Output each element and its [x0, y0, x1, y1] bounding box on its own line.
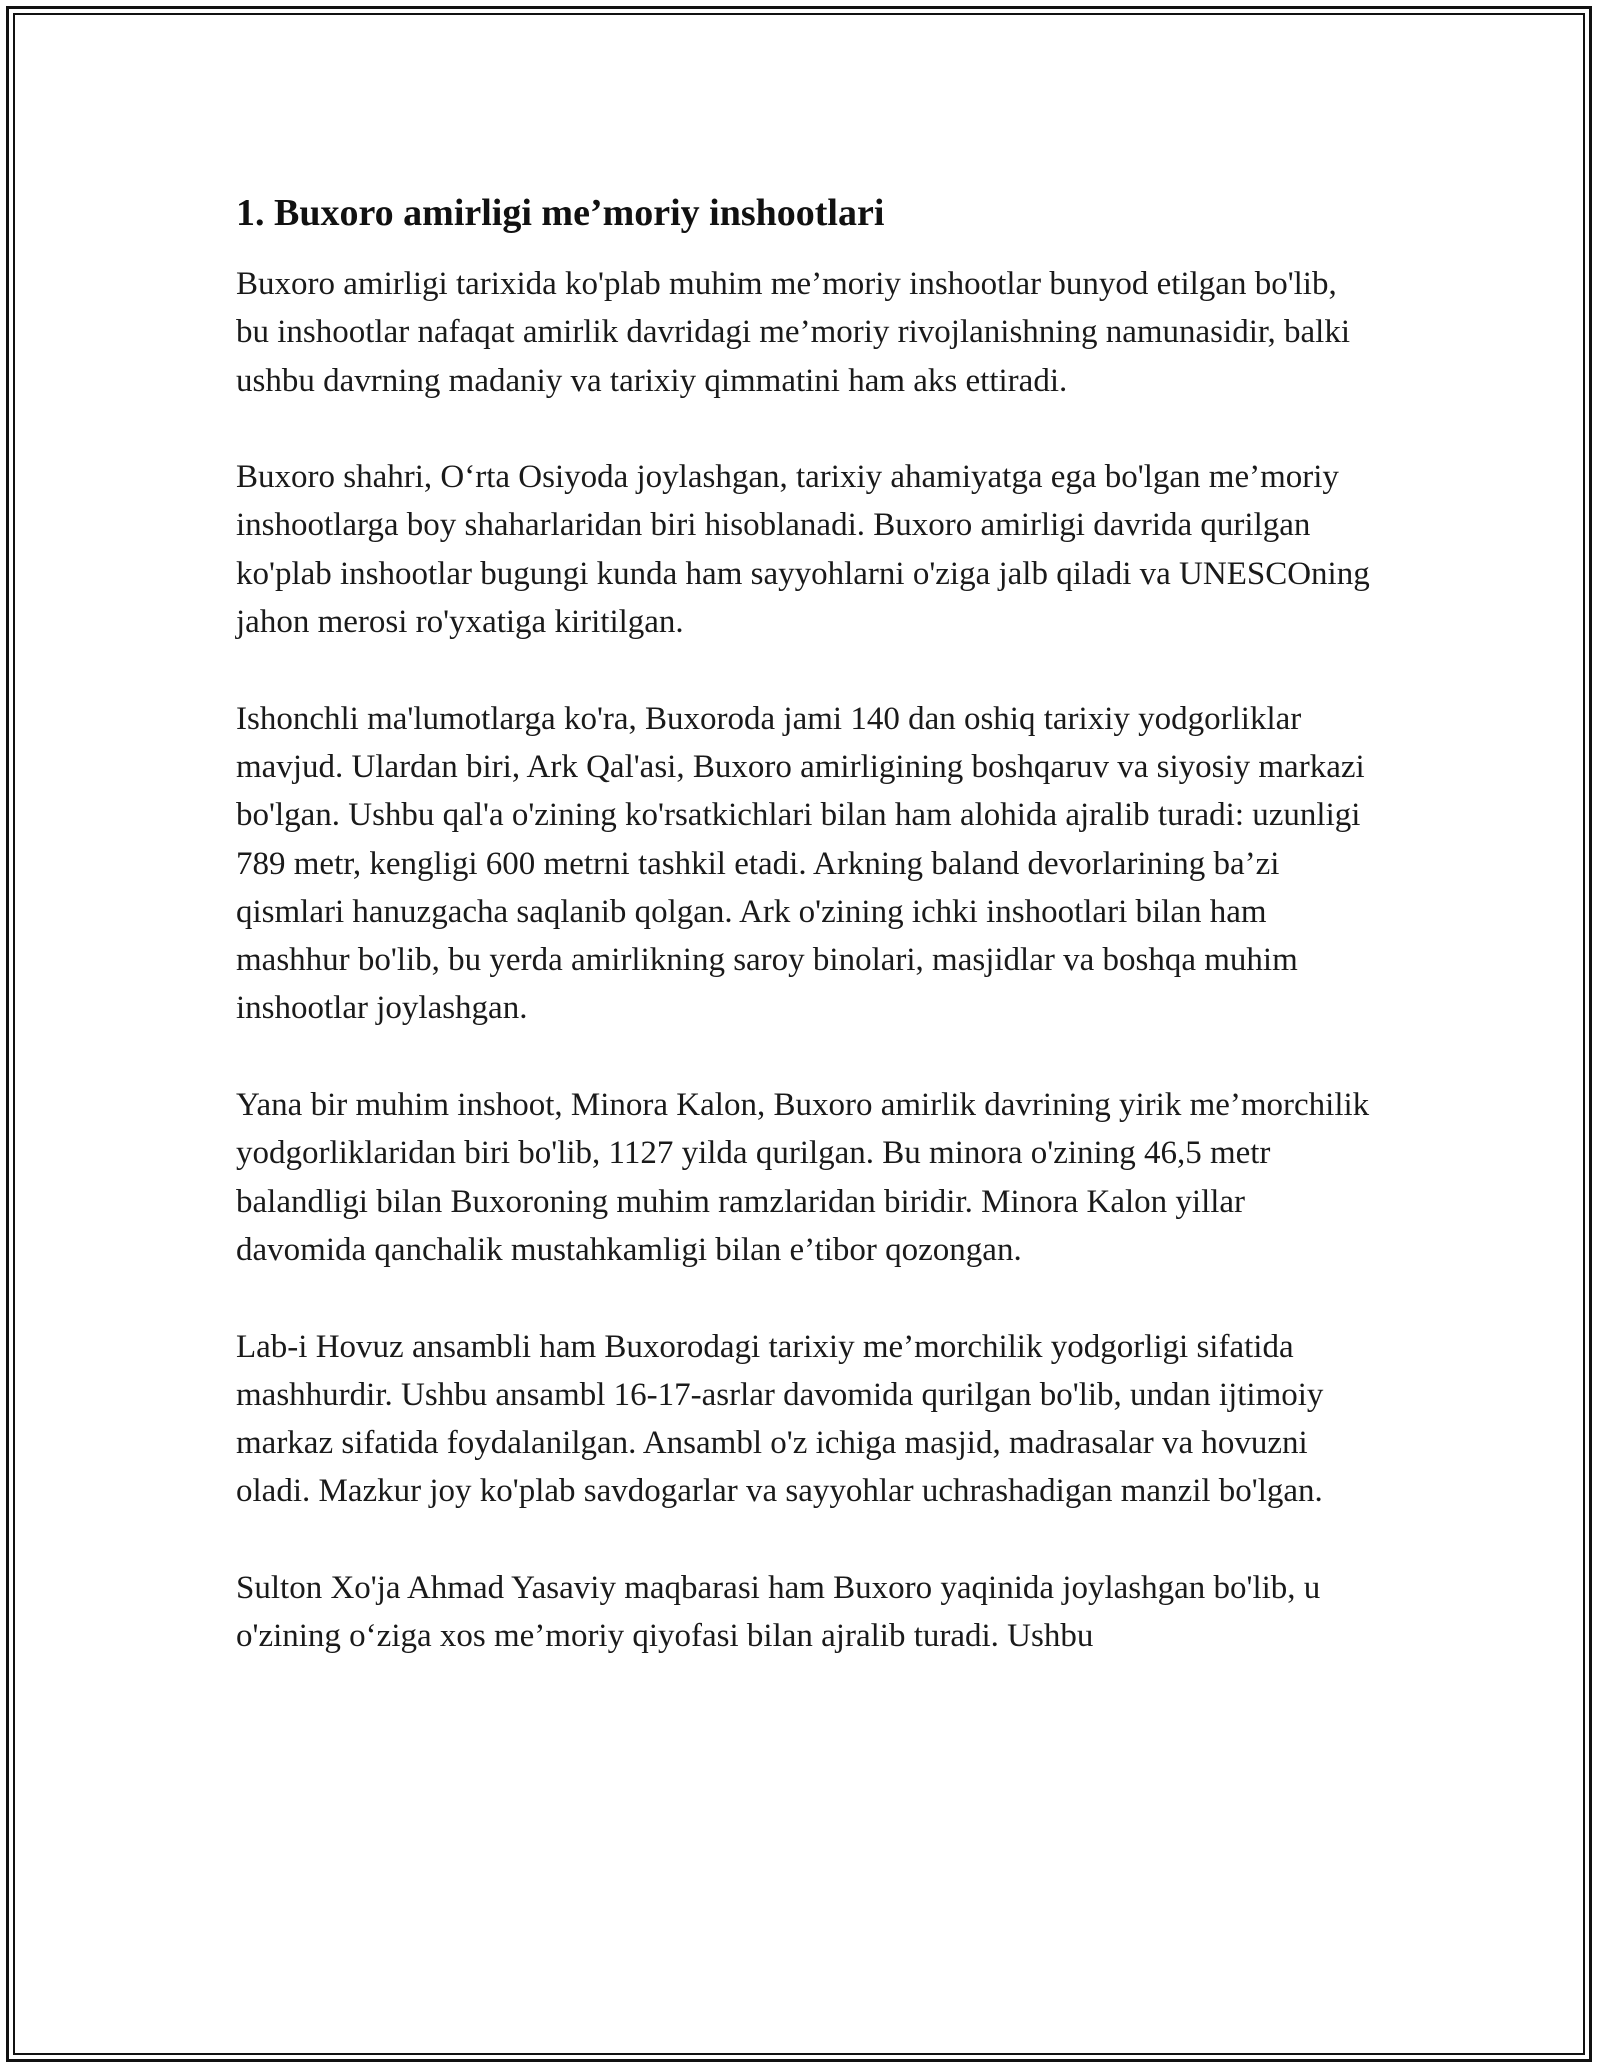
paragraph-intro: Buxoro amirligi tarixida ko'plab muhim me’moriy inshootlar bunyod etilgan bo'lib, bu inshootlar nafaqat amirlik davridagi me’moriy rivojlanishning namunasidir, balki ushbu davrning madaniy va tarixiy qimmatini ham aks ettiradi.	[236, 266, 1351, 399]
paragraph-lyabi-hauz: Lab-i Hovuz ansambli ham Buxorodagi tarixiy me’morchilik yodgorligi sifatida mashhurdir. Ushbu ansambl 16-17-asrlar davomida qurilgan bo'lib, undan ijtimoiy markaz sifatida foydalanilgan. Ansambl o'z ichiga masjid, madrasalar va hovuzni oladi. Mazkur joy ko'plab savdogarlar va sayyohlar uchrashadigan manzil bo'lgan.	[236, 1328, 1324, 1510]
document-body	[236, 186, 1376, 1709]
section-heading: 1. Buxoro amirligi me’moriy inshootlari	[236, 192, 885, 234]
paragraph-ark-fortress: Ishonchli ma'lumotlarga ko'ra, Buxoroda jami 140 dan oshiq tarixiy yodgorliklar mavjud. Ulardan biri, Ark Qal'asi, Buxoro amirligining boshqaruv va siyosiy markazi bo'lgan. Ushbu qal'a o'zining ko'rsatkichlari bilan ham alohida ajralib turadi: uzunligi 789 metr, kengligi 600 metrni tashkil etadi. Arkning baland devorlarining ba’zi qismlari hanuzgacha saqlanib qolgan. Ark o'zining ichki inshootlari bilan ham mashhur bo'lib, bu yerda amirlikning saroy binolari, masjidlar va boshqa muhim inshootlar joylashgan.	[236, 700, 1365, 1027]
paragraph-yasaviy-mausoleum: Sulton Xo'ja Ahmad Yasaviy maqbarasi ham Buxoro yaqinida joylashgan bo'lib, u o'zining o‘ziga xos me’moriy qiyofasi bilan ajralib turadi. Ushbu	[236, 1570, 1321, 1655]
paragraph-bukhara-city: Buxoro shahri, O‘rta Osiyoda joylashgan, tarixiy ahamiyatga ega bo'lgan me’moriy inshootlarga boy shaharlaridan biri hisoblanadi. Buxoro amirligi davrida qurilgan ko'plab inshootlar bugungi kunda ham sayyohlarni o'ziga jalb qiladi va UNESCOning jahon merosi ro'yxatiga kiritilgan.	[236, 459, 1370, 641]
paragraph-kalon-minaret: Yana bir muhim inshoot, Minora Kalon, Buxoro amirlik davrining yirik me’morchilik yodgorliklaridan biri bo'lib, 1127 yilda qurilgan. Bu minora o'zining 46,5 metr balandligi bilan Buxoroning muhim ramzlaridan biridir. Minora Kalon yillar davomida qanchalik mustahkamligi bilan e’tibor qozongan.	[236, 1087, 1370, 1268]
